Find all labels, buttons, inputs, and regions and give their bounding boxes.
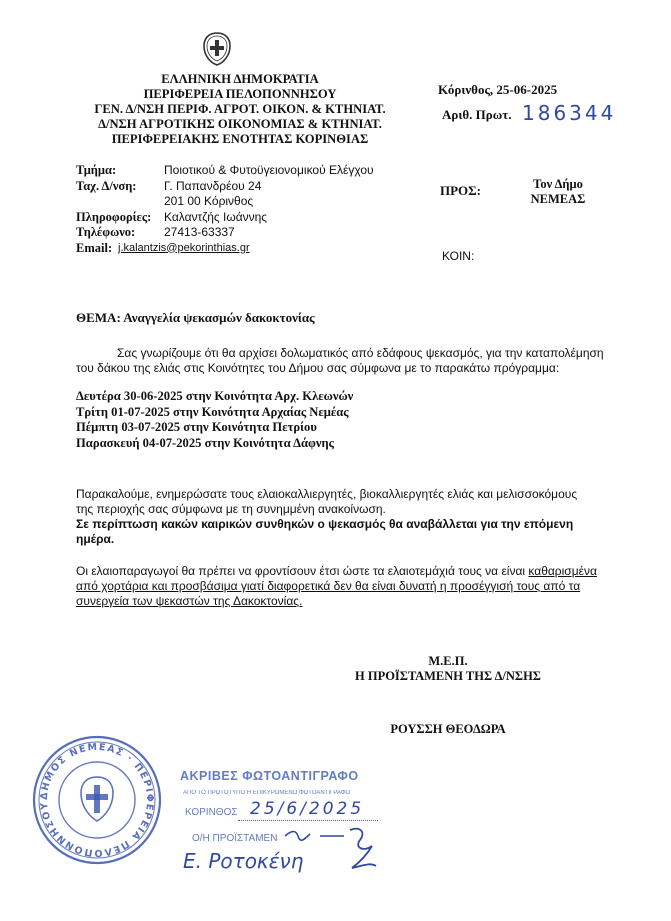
intro-line2: του δάκου της ελιάς στις Κοινότητες του Δήμου σας σύμφωνα με το παρακάτω πρόγραμμα: (76, 361, 560, 375)
address-label: Ταχ. Δ/νση: (76, 178, 137, 193)
place-date: Κόρινθος, 25-06-2025 (438, 82, 558, 97)
header-line: ΓΕΝ. Δ/ΝΣΗ ΠΕΡΙΦ. ΑΓΡΟΤ. ΟΙΚΟΝ. & ΚΤΗΝΙΑΤ. (94, 102, 386, 116)
to-line1: Τον Δήμο (533, 177, 583, 191)
phone-value: 27413-63337 (164, 225, 235, 239)
address-line1: Γ. Παπανδρέου 24 (164, 178, 262, 193)
schedule-item: Δευτέρα 30-06-2025 στην Κοινότητα Αρχ. Κλεωνών (76, 389, 354, 403)
protocol-label: Αριθ. Πρωτ. (442, 107, 512, 122)
header-line: Δ/ΝΣΗ ΑΓΡΟΤΙΚΗΣ ΟΙΚΟΝΟΜΙΑΣ & ΚΤΗΝΙΑΤ. (98, 117, 382, 131)
municipality-seal-icon (30, 733, 164, 867)
issuer-header (60, 72, 420, 147)
dept-label: Τμήμα: (76, 163, 117, 177)
email-label: Email: (76, 240, 113, 255)
growers-line1 (76, 564, 597, 579)
request-line2: της περιοχής σας σύμφωνα με τη συνημμένη ανακοίνωση. (76, 502, 386, 516)
schedule-item: Τρίτη 01-07-2025 στην Κοινότητα Αρχαίας Νεμέας (76, 404, 349, 419)
signatory-name: ΡΟΥΣΣΗ ΘΕΟΔΩΡΑ (390, 722, 506, 736)
contact-block (76, 163, 416, 256)
handwritten-signature: Ε. Ροτοκένη (183, 849, 304, 873)
growers-line3: συνεργεία των ψεκαστών της Δακοκτονίας. (76, 594, 303, 608)
weather-line2: ημέρα. (76, 532, 115, 546)
greek-emblem-icon (200, 30, 234, 68)
copy-stamp-date: 25/6/2025 (250, 799, 365, 819)
copy-stamp-head: Ο/Η ΠΡΟΪΣΤΑΜΕΝ (192, 833, 278, 844)
weather-line1: Σε περίπτωση κακών καιρικών συνθηκών ο ψεκασμός θα αναβάλλεται για την επόμενη (76, 517, 574, 531)
copy-stamp-title: ΑΚΡΙΒΕΣ ΦΩΤΟΑΝΤΙΓΡΑΦΟ (180, 769, 359, 783)
growers-line1-emphasis: καθαρισμένα (528, 564, 597, 578)
copy-stamp-place: ΚΟΡΙΝΘΟΣ (185, 807, 238, 818)
address-line2: 201 00 Κόρινθος (164, 194, 254, 208)
dept-value: Ποιοτικού & Φυτοϋγειονομικού Ελέγχου (164, 163, 374, 177)
phone-label: Τηλέφωνο: (76, 225, 136, 239)
info-value: Καλαντζής Ιωάννης (164, 209, 268, 224)
signatory-title: Η ΠΡΟΪΣΤΑΜΕΝΗ ΤΗΣ Δ/ΝΣΗΣ (355, 669, 541, 683)
cc-label: ΚΟΙΝ: (442, 249, 475, 263)
email-link[interactable]: j.kalantzis@pekorinthias.gr (118, 241, 250, 254)
seal-arc-text: ΔΗΜΟΣ ΝΕΜΕΑΣ · ΠΕΡΙΦΕΡΕΙΑ ΠΕΛΟΠΟΝΝΗΣΟΥ (38, 741, 156, 859)
request-line1: Παρακαλούμε, ενημερώσατε τους ελαιοκαλλιεργητές, βιοκαλλιεργητές ελιάς και μελισσοκόμους (76, 487, 578, 501)
intro-line1: Σας γνωρίζουμε ότι θα αρχίσει δολωματικός από εδάφους ψεκασμός, για την καταπολέμηση (117, 346, 604, 360)
info-label: Πληροφορίες: (76, 209, 152, 224)
copy-stamp-subtitle: ΑΠΟ ΤΟ ΠΡΩΤΟΤΥΠΟ Η ΕΠΙΚΥΡΩΜΕΝΟ ΦΩΤΟΑΝΤΙΓΡΑΦΟ (183, 790, 351, 796)
to-line2: ΝΕΜΕΑΣ (530, 192, 586, 206)
subject-line: ΘΕΜΑ: Αναγγελία ψεκασμών δακοκτονίας (76, 310, 315, 325)
header-line: ΕΛΛΗΝΙΚΗ ΔΗΜΟΚΡΑΤΙΑ (161, 72, 319, 86)
growers-line2: από χορτάρια και προσβάσιμα γιατί διαφορετικά δεν θα είναι δυνατή η προσέγγισή τους από τα (76, 579, 581, 593)
header-line: ΠΕΡΙΦΕΡΕΙΑ ΠΕΛΟΠΟΝΝΗΣΟΥ (143, 87, 337, 101)
schedule-item: Πέμπτη 03-07-2025 στην Κοινότητα Πετρίου (76, 420, 317, 435)
to-label: ΠΡΟΣ: (440, 183, 481, 198)
growers-line1-text: Οι ελαιοπαραγωγοί θα πρέπει να φροντίσουν έτσι ώστε τα ελαιοτεμάχιά τους να είναι (76, 564, 529, 578)
header-line: ΠΕΡΙΦΕΡΕΙΑΚΗΣ ΕΝΟΤΗΤΑΣ ΚΟΡΙΝΘΙΑΣ (111, 132, 369, 146)
protocol-number: 186344 (522, 101, 617, 125)
schedule-list (76, 389, 353, 451)
mep-label: Μ.Ε.Π. (428, 654, 468, 668)
date-underline (238, 820, 378, 821)
schedule-item: Παρασκευή 04-07-2025 στην Κοινότητα Δάφνης (76, 435, 334, 450)
